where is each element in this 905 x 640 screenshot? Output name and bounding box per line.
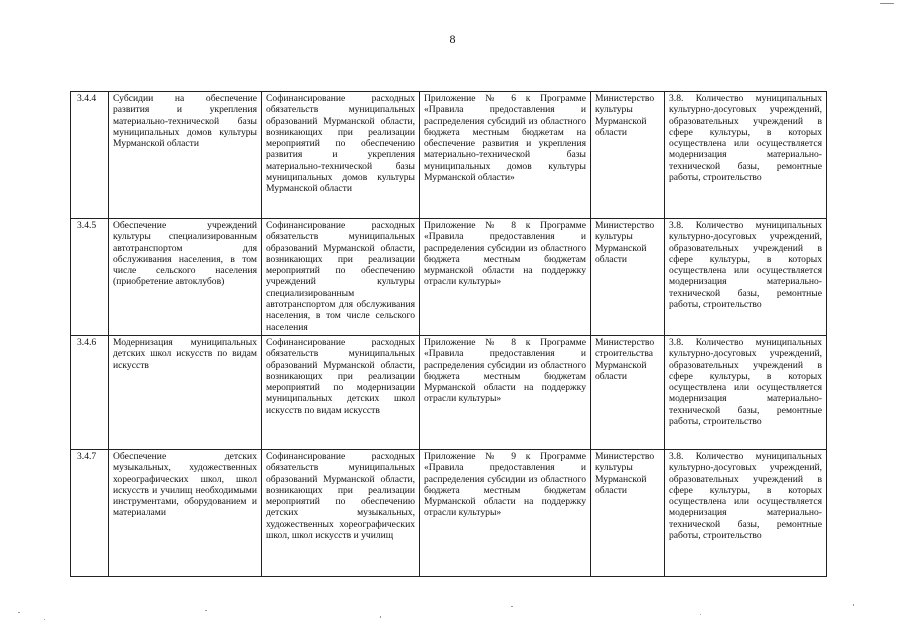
goal-cell: Софинансирование расходных обязательств муниципальных образований Мурманской области, возникающих при реализации мероприятий по обеспечению детских музыкальных, художественных хореографических школ, школ искусств и училищ [262, 450, 420, 577]
document-cell: Приложение № 6 к Программе «Правила предоставления и распределения субсидий из областного бюджета местным бюджетам на обеспечение развития и укрепления материально-технической базы муниципальных домов культуры Мурманской области» [420, 92, 591, 219]
executor-cell: Министерство строительства Мурманской области [591, 336, 665, 450]
document-cell: Приложение № 9 к Программе «Правила предоставления и распределения субсидии из областного бюджета местным бюджетам Мурманской области на поддержку отрасли культуры» [420, 450, 591, 577]
executor-cell: Министерство культуры Мурманской области [591, 450, 665, 577]
goal-cell: Софинансирование расходных обязательств муниципальных образований Мурманской области, возникающих при реализации мероприятий по модернизации муниципальных детских школ искусств по видам искусств [262, 336, 420, 450]
row-number-cell: 3.4.4 [71, 92, 109, 219]
activity-cell: Модернизация муниципальных детских школ искусств по видам искусств [109, 336, 262, 450]
activity-cell: Обеспечение детских музыкальных, художественных хореографических школ, школ искусств и училищ необходимыми инструментами, оборудованием и материалами [109, 450, 262, 577]
executor-cell: Министерство культуры Мурманской области [591, 92, 665, 219]
indicator-cell: 3.8. Количество муниципальных культурно-досуговых учреждений, образовательных учреждений в сфере культуры, в которых осуществлена или осуществляется модернизация материально-технической базы, ремонтные работы, строительство [665, 450, 827, 577]
program-activities-table [70, 91, 827, 577]
table-row [71, 450, 827, 577]
goal-cell: Софинансирование расходных обязательств муниципальных образований Мурманской области, возникающих при реализации мероприятий по обеспечению развития и укрепления материально-технической базы муниципальных домов культуры Мурманской области [262, 92, 420, 219]
document-cell: Приложение № 8 к Программе «Правила предоставления и распределения субсидии из областного бюджета местным бюджетам мурманской области на поддержку отрасли культуры» [420, 219, 591, 336]
scan-noise [511, 606, 513, 607]
scan-noise [205, 610, 207, 611]
scan-noise [44, 619, 45, 620]
goal-cell: Софинансирование расходных обязательств муниципальных образований Мурманской области, возникающих при реализации мероприятий по обеспечению учреждений культуры специализированным автотранспортом для обслуживания населения, в том числе сельского населения [262, 219, 420, 336]
scan-noise [700, 614, 701, 615]
executor-cell: Министерство культуры Мурманской области [591, 219, 665, 336]
scan-noise [380, 616, 381, 618]
activity-cell: Обеспечение учреждений культуры специализированным автотранспортом для обслуживания населения, в том числе сельского населения (приобретение автоклубов) [109, 219, 262, 336]
indicator-cell: 3.8. Количество муниципальных культурно-досуговых учреждений, образовательных учреждений в сфере культуры, в которых осуществлена или осуществляется модернизация материально-технической базы, ремонтные работы, строительство [665, 92, 827, 219]
scan-noise [18, 612, 20, 613]
scan-noise [853, 604, 854, 606]
table-row [71, 219, 827, 336]
page-number: 8 [449, 32, 456, 46]
indicator-cell: 3.8. Количество муниципальных культурно-досуговых учреждений, образовательных учреждений в сфере культуры, в которых осуществлена или осуществляется модернизация материально-технической базы, ремонтные работы, строительство [665, 336, 827, 450]
table-row [71, 92, 827, 219]
row-number-cell: 3.4.5 [71, 219, 109, 336]
indicator-cell: 3.8. Количество муниципальных культурно-досуговых учреждений, образовательных учреждений в сфере культуры, в которых осуществлена или осуществляется модернизация материально-технической базы, ремонтные работы, строительство [665, 219, 827, 336]
table-row [71, 336, 827, 450]
row-number-cell: 3.4.7 [71, 450, 109, 577]
row-number-cell: 3.4.6 [71, 336, 109, 450]
document-cell: Приложение № 8 к Программе «Правила предоставления и распределения субсидии из областного бюджета местным бюджетам Мурманской области на поддержку отрасли культуры» [420, 336, 591, 450]
scan-noise [880, 3, 894, 4]
activity-cell: Субсидии на обеспечение развития и укрепления материально-технической базы муниципальных домов культуры Мурманской области [109, 92, 262, 219]
